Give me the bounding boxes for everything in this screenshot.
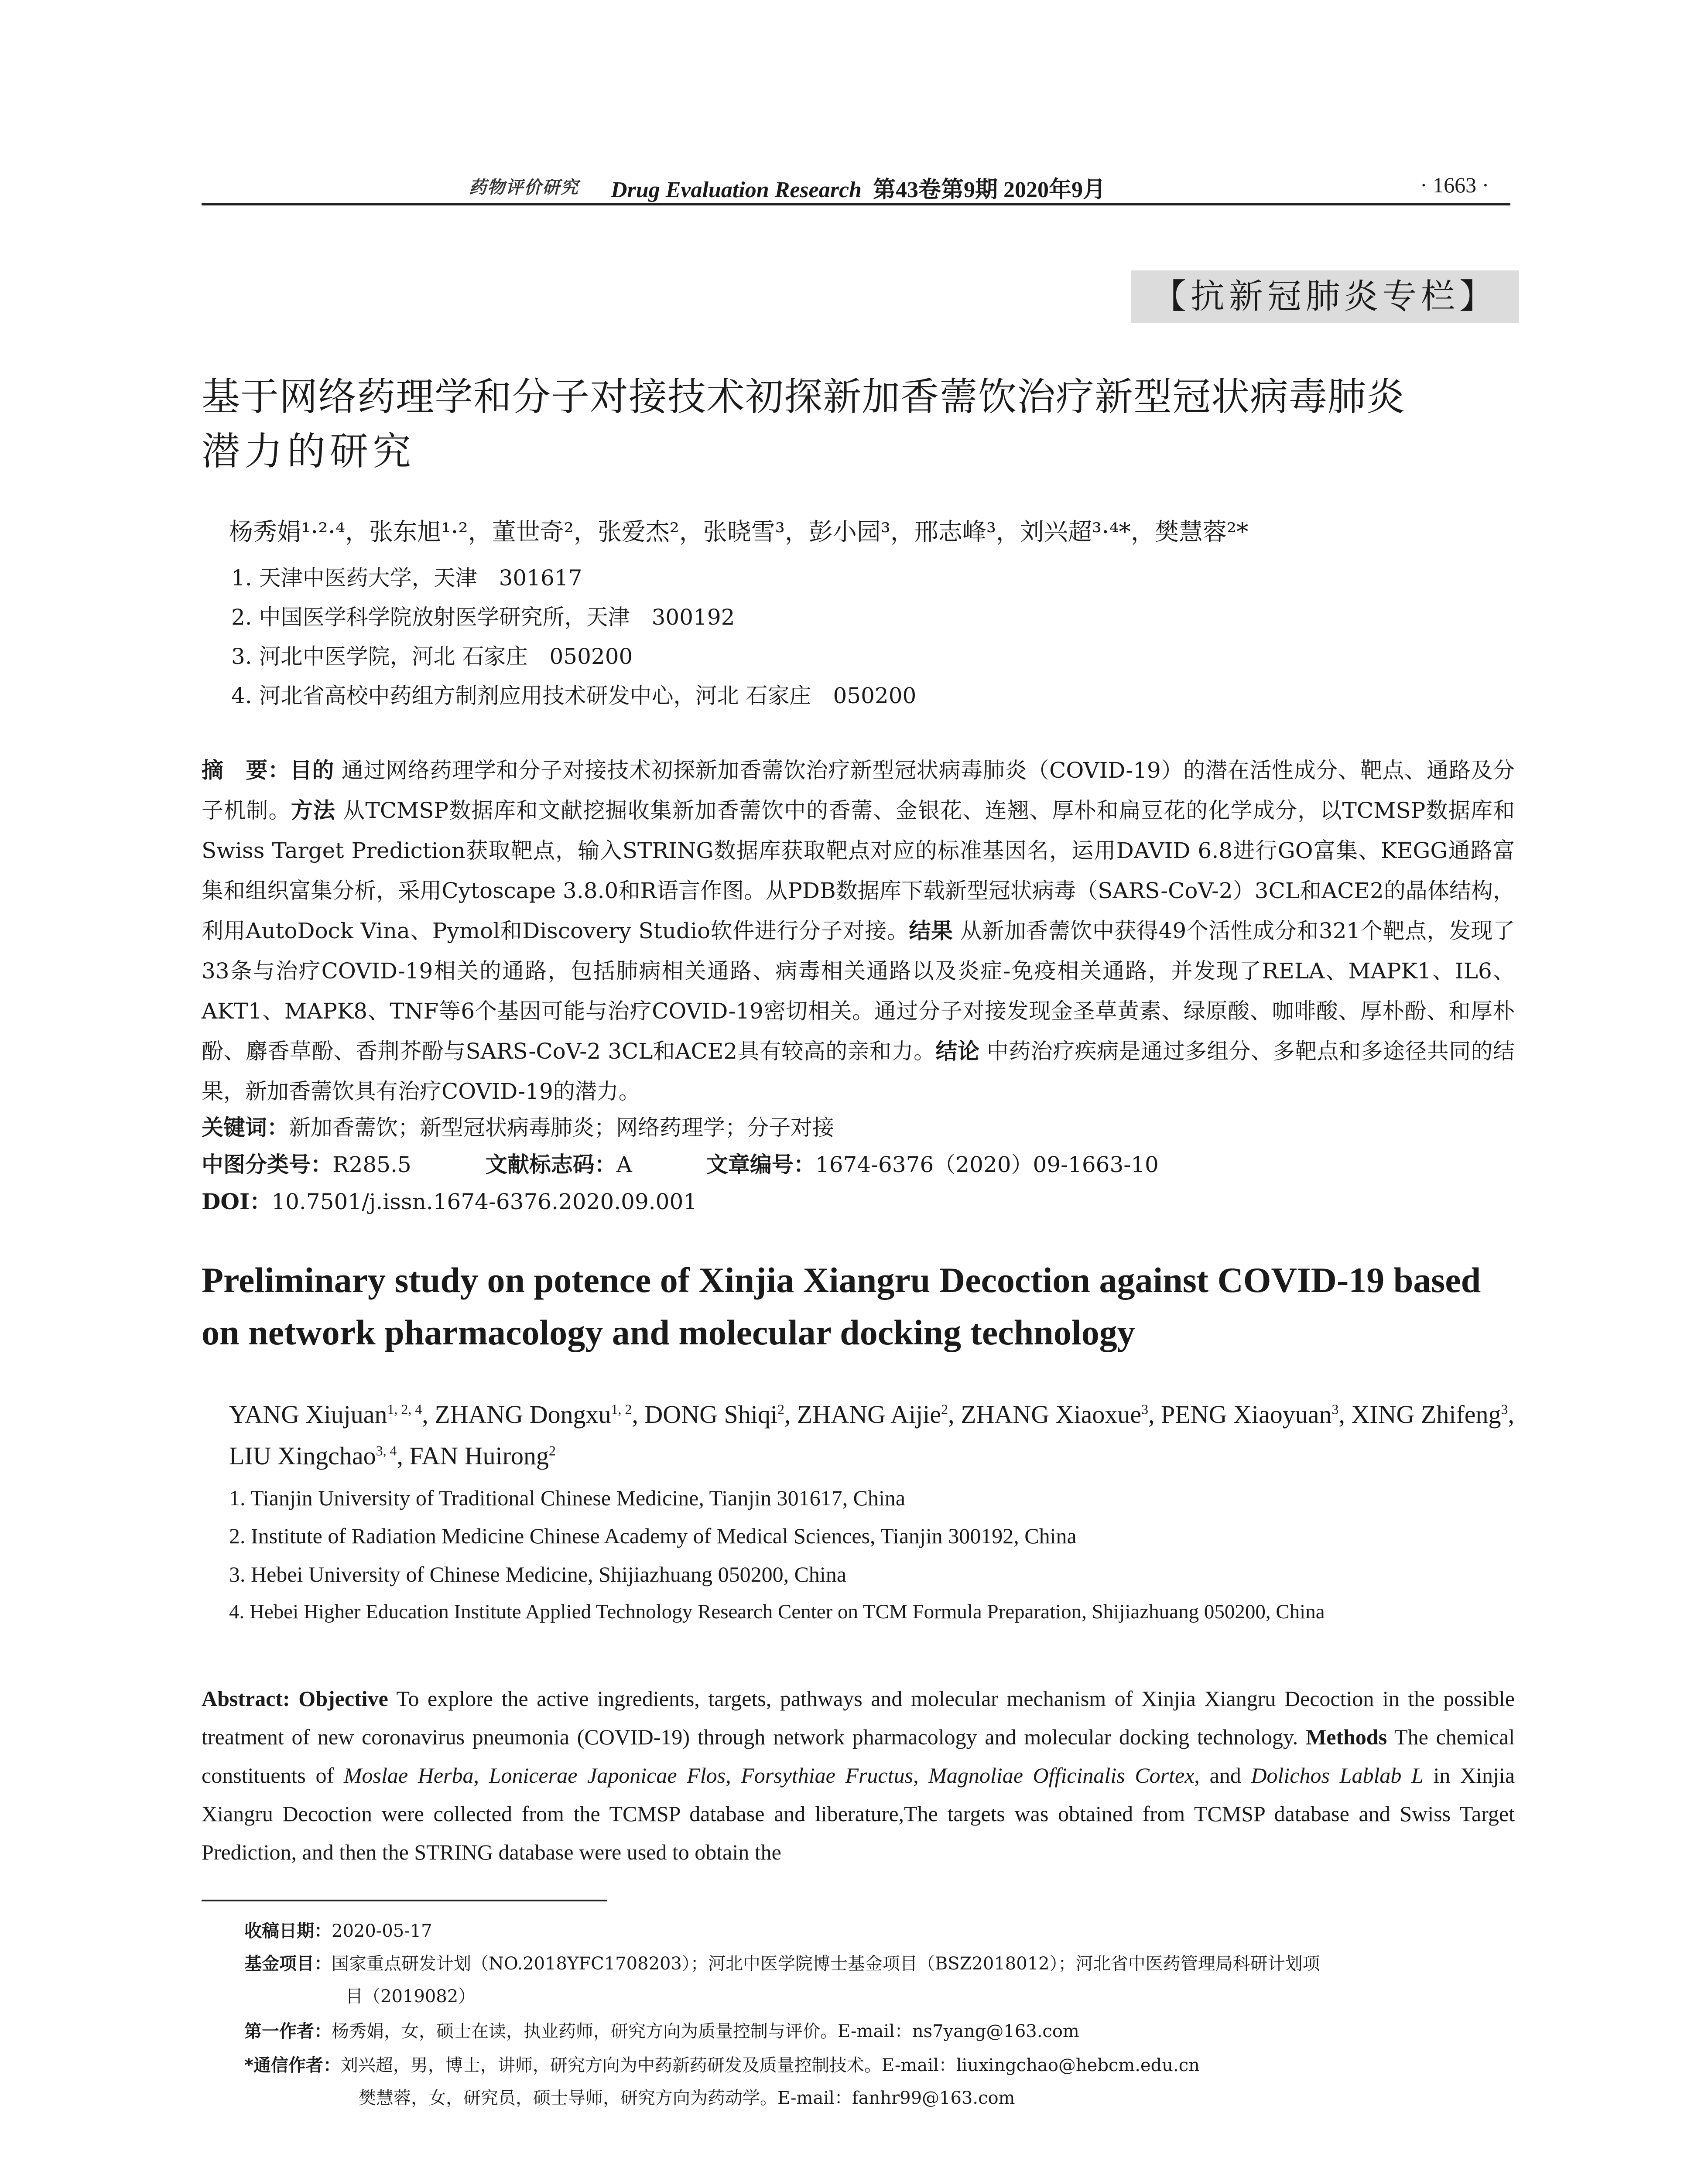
journal-name-en: Drug Evaluation Research (611, 178, 862, 202)
author-en: ZHANG Dongxu (435, 1400, 611, 1429)
footnote-corresponding (244, 2051, 1200, 2076)
affiliation-zh-4: 4. 河北省高校中药组方制剂应用技术研发中心，河北 石家庄 050200 (231, 683, 917, 708)
author-en: PENG Xiaoyuan (1161, 1400, 1332, 1429)
abstract-en-label: Abstract: (202, 1686, 290, 1711)
conclusion-zh: 中药治疗疾病是通过多组分、多靶点和多途径共同的结果，新加香薷饮具有治疗COVID-19的潜力。 (202, 1039, 1515, 1104)
herb-name: Lonicerae Japonicae Flos (489, 1763, 726, 1788)
author-affil-sup: 3 (1331, 1402, 1339, 1417)
keywords-text: 新加香薷饮；新型冠状病毒肺炎；网络药理学；分子对接 (289, 1115, 834, 1140)
title-zh-line-2: 潜力的研究 (202, 429, 416, 474)
classification-line (202, 1147, 1159, 1179)
author-affil-sup: 3, 4 (376, 1443, 397, 1459)
methods-zh: 从TCMSP数据库和文献挖掘收集新加香薷饮中的香薷、金银花、连翘、厚朴和扁豆花的化学成分，以TCMSP数据库和Swiss Target Prediction获取靶点，输入STRING数据库获取靶点对应的标准基因名，运用DAVID 6.8进行GO富集、KEGG通路富集和组织富集分析，采用Cytoscape 3.8.0和R语言作图。从PDB数据库下载新型冠状病毒（SARS-CoV-2）3CL和ACE2的晶体结构，利用AutoDock Vina、Pymol和Discovery Studio软件进行分子对接。 (202, 798, 1515, 944)
clc-value: R285.5 (332, 1152, 411, 1177)
author-affil-sup: 2 (777, 1402, 784, 1417)
and-text: , and (1194, 1763, 1241, 1788)
objective-zh: 通过网络药理学和分子对接技术初探新加香薷饮治疗新型冠状病毒肺炎（COVID-19）的潜在活性成分、靶点、通路及分子机制。 (202, 758, 1515, 823)
abstract-en: Abstract: Objective To explore the active ingredients, targets, pathways and molecular mechanism of Xinjia Xiangru Decoction in the possible treatment of new coronavirus pneumonia (COVID-19) through network pharmacology and molecular docking technology. Methods The chemical constituents of Moslae Herba, Lonicerae Japonicae Flos, Forsythiae Fructus, Magnoliae Officinalis Cortex, and Dolichos Lablab L in Xinjia Xiangru Decoction were collected from the TCMSP database and liberature,The targets was obtained from TCMSP database and Swiss Target Prediction, and then the STRING database were used to obtain the (202, 1686, 1515, 1864)
first-author-text: 杨秀娟，女，硕士在读，执业药师，研究方向为质量控制与评价。E-mail：ns7yang@163.com (332, 2021, 1079, 2041)
author-en: ZHANG Xiaoxue (961, 1400, 1142, 1429)
herb-name: Forsythiae Fructus (741, 1763, 914, 1788)
footnote-funding (244, 1950, 1320, 1975)
results-label-zh: 结果 (909, 918, 953, 944)
footnote-corresponding-2: 樊慧蓉，女，研究员，硕士导师，研究方向为药动学。E-mail：fanhr99@163.com (359, 2088, 1015, 2108)
article-number-value: 1674-6376（2020）09-1663-10 (815, 1152, 1159, 1177)
methods-en-part-2: in Xinjia Xiangru Decoction were collected from the TCMSP database and liberature,The targets was obtained from TCMSP database and Swiss Target Prediction, and then the STRING database were used to obtain the (202, 1763, 1515, 1864)
title-en: Preliminary study on potence of Xinjia Xiangru Decoction against COVID-19 based on network pharmacology and molecular docking technology (202, 1260, 1481, 1352)
author-affil-sup: 3 (1501, 1402, 1508, 1417)
funding-text-1: 国家重点研发计划（NO.2018YFC1708203）；河北中医学院博士基金项目（BSZ2018012）；河北省中医药管理局科研计划项 (332, 1954, 1320, 1974)
received-date: 2020-05-17 (332, 1921, 432, 1941)
footnote-first-author (244, 2017, 1079, 2042)
keywords-zh (202, 1110, 834, 1142)
objective-en: To explore the active ingredients, targets, pathways and molecular mechanism of Xinjia Xiangru Decoction in the possible treatment of new coronavirus pneumonia (COVID-19) through network pharmacology and molecular docking technology. (202, 1686, 1515, 1749)
affiliation-zh-3: 3. 河北中医学院，河北 石家庄 050200 (231, 644, 633, 669)
abstract-zh (202, 750, 1515, 1111)
herb-name: Moslae Herba (343, 1763, 474, 1788)
article-number-label: 文章编号： (706, 1152, 815, 1177)
objective-label-en: Objective (298, 1686, 388, 1711)
keywords-label: 关键词： (202, 1115, 289, 1140)
first-author-label: 第一作者： (244, 2021, 332, 2041)
methods-label-en: Methods (1306, 1725, 1387, 1749)
author-en: YANG Xiujuan (229, 1400, 387, 1429)
methods-label-zh: 方法 (291, 798, 336, 823)
corresponding-text-1: 刘兴超，男，博士，讲师，研究方向为中药新药研发及质量控制技术。E-mail：liuxingchao@hebcm.edu.cn (340, 2055, 1200, 2075)
author-affil-sup: 3 (1141, 1402, 1149, 1417)
footnote-received (244, 1917, 432, 1942)
page-number: · 1663 · (1420, 173, 1489, 197)
journal-running-head (611, 171, 1106, 204)
affiliation-en-4: 4. Hebei Higher Education Institute Applied Technology Research Center on TCM Formula Preparation, Shijiazhuang 050200, China (229, 1600, 1325, 1623)
affiliation-en-1: 1. Tianjin University of Traditional Chinese Medicine, Tianjin 301617, China (229, 1486, 906, 1510)
header-rule (202, 203, 1510, 205)
objective-label-zh: 目的 (290, 758, 335, 783)
column-label: 【抗新冠肺炎专栏】 (1131, 270, 1519, 323)
journal-logo: 药物评价研究 (469, 177, 579, 198)
author-affil-sup: 2 (549, 1443, 556, 1459)
author-en: FAN Huirong (409, 1442, 549, 1470)
affiliation-en-3: 3. Hebei University of Chinese Medicine, Shijiazhuang 050200, China (229, 1562, 847, 1586)
herb-name: Dolichos Lablab L (1251, 1763, 1424, 1788)
doi-line (202, 1184, 697, 1216)
authors-en: YANG Xiujuan$^{1, 2, 4}$, ZHANG Dongxu$^{1, 2}$, DONG Shiqi$^2$, ZHANG Aijie$^2$, ZHANG Xiaoxue$^3$, PENG Xiaoyuan$^3$, XING Zhifeng$^3$, LIU Xingchao$^{3, 4}$, FAN Huirong$^2$ (229, 1400, 1514, 1470)
author-en: ZHANG Aijie (797, 1400, 941, 1429)
issue-info: 第43卷第9期 2020年9月 (873, 178, 1106, 202)
authors-zh: 杨秀娟¹·²·⁴，张东旭¹·²，董世奇²，张爱杰²，张晓雪³，彭小园³，邢志峰³，刘兴超³·⁴*，樊慧蓉²* (229, 518, 1249, 546)
affiliation-zh-2: 2. 中国医学科学院放射医学研究所，天津 300192 (231, 605, 735, 630)
author-en: DONG Shiqi (644, 1400, 777, 1429)
results-zh: 从新加香薷饮中获得49个活性成分和321个靶点，发现了33条与治疗COVID-19相关的通路，包括肺病相关通路、病毒相关通路以及炎症-免疫相关通路，并发现了RELA、MAPK1、IL6、AKT1、MAPK8、TNF等6个基因可能与治疗COVID-19密切相关。通过分子对接发现金圣草黄素、绿原酸、咖啡酸、厚朴酚、和厚朴酚、麝香草酚、香荆芥酚与SARS-CoV-2 3CL和ACE2具有较高的亲和力。 (202, 918, 1515, 1064)
footnote-rule (202, 1900, 607, 1901)
abstract-zh-label: 摘 要： (202, 758, 290, 783)
footnote-funding-cont: 目（2019082） (346, 1986, 476, 2007)
title-zh-line-1: 基于网络药理学和分子对接技术初探新加香薷饮治疗新型冠状病毒肺炎 (202, 374, 1406, 419)
corresponding-label: *通信作者： (244, 2055, 341, 2075)
funding-label: 基金项目： (244, 1954, 332, 1974)
affiliation-en-2: 2. Institute of Radiation Medicine Chinese Academy of Medical Sciences, Tianjin 300192, China (229, 1524, 1077, 1548)
affiliation-zh-1: 1. 天津中医药大学，天津 301617 (231, 565, 582, 591)
received-label: 收稿日期： (244, 1921, 332, 1941)
herb-name: Magnoliae Officinalis Cortex (928, 1763, 1195, 1788)
doc-code-label: 文献标志码： (485, 1152, 616, 1177)
author-affil-sup: 2 (941, 1402, 948, 1417)
methods-en-part-1: The chemical constituents of (202, 1725, 1515, 1788)
clc-label: 中图分类号： (202, 1152, 332, 1177)
author-affil-sup: 1, 2 (611, 1402, 632, 1417)
author-en: LIU Xingchao (229, 1442, 376, 1470)
author-affil-sup: 1, 2, 4 (387, 1402, 422, 1417)
author-en: XING Zhifeng (1351, 1400, 1501, 1429)
conclusion-label-zh: 结论 (935, 1039, 980, 1064)
doc-code-value: A (616, 1152, 632, 1177)
doi-value: 10.7501/j.issn.1674-6376.2020.09.001 (271, 1189, 698, 1214)
doi-label: DOI： (202, 1189, 272, 1214)
